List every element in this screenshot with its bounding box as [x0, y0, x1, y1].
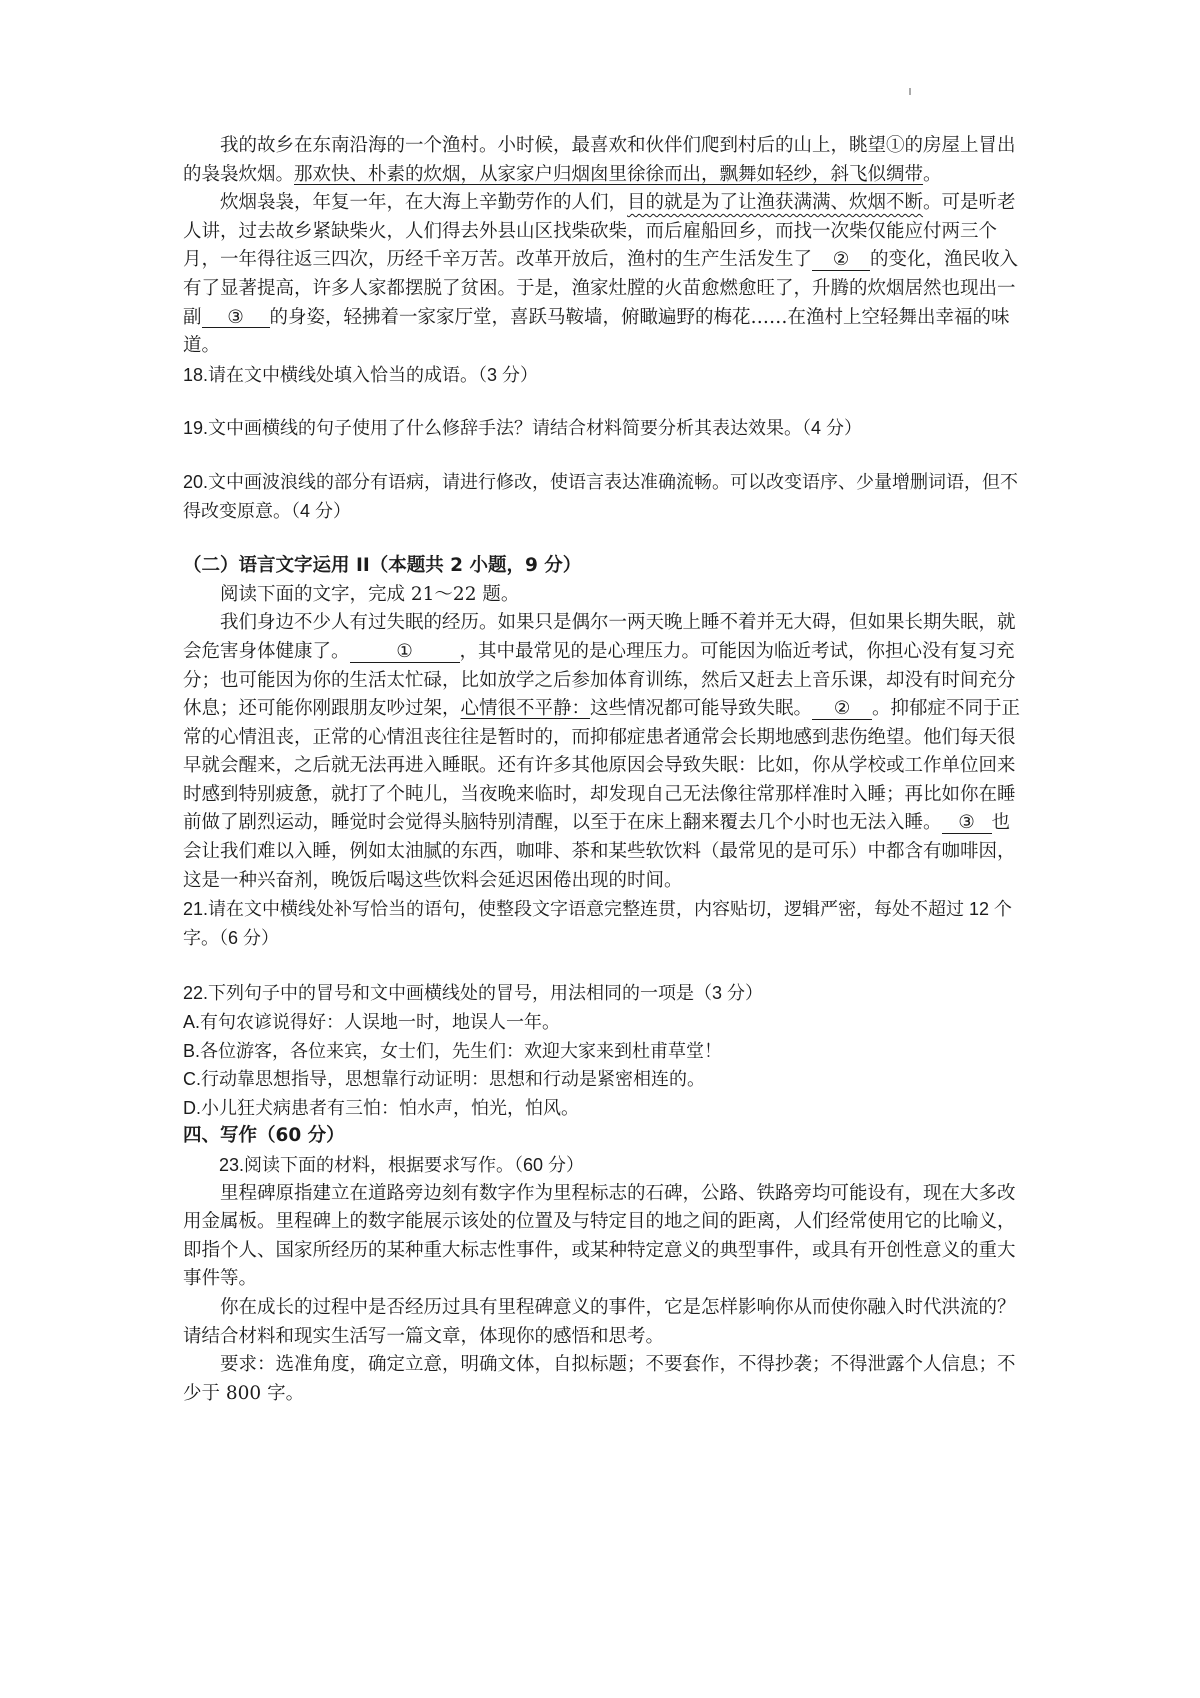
writing-material: 里程碑原指建立在道路旁边刻有数字作为里程标志的石碑，公路、铁路旁均可能设有，现在大多改用金属板。里程碑上的数字能展示该处的位置及与特定目的地之间的距离，人们经常使用它的比喻义，即指个人、国家所经历的某种重大标志性事件，或某种特定意义的典型事件，或具有开创性意义的重大事件等。 — [183, 1182, 1016, 1290]
blank-3: ③ — [202, 304, 270, 333]
option-a: A.有句农谚说得好：人误地一时，地误人一年。 — [183, 1012, 561, 1033]
question-21: 21.请在文中横线处补写恰当的语句，使整段文字语意完整连贯，内容贴切，逻辑严密，每处不超过 12 个字。（6 分） — [183, 899, 1013, 948]
underlined-sentence: 那欢快、朴素的炊烟，从家家户归烟囱里徐徐而出，飘舞如轻纱，斜飞似绸带 — [294, 163, 924, 185]
section4-heading: 四、写作（60 分） — [183, 1125, 345, 1147]
question-22: 22.下列句子中的冒号和文中画横线处的冒号，用法相同的一项是（3 分） — [183, 983, 764, 1004]
question-18: 18.请在文中横线处填入恰当的成语。（3 分） — [183, 364, 539, 385]
writing-requirements: 要求：选准角度，确定立意，明确文体，自拟标题；不要套作，不得抄袭；不得泄露个人信息；不少于 800 字。 — [183, 1354, 1016, 1404]
option-c: C.行动靠思想指导，思想靠行动证明：思想和行动是紧密相连的。 — [183, 1069, 705, 1090]
section2-passage: 我们身边不少人有过失眠的经历。如果只是偶尔一两天晚上睡不着并无大碍，但如果长期失眠，就会危害身体健康了。 ① ，其中最常见的是心理压力。可能因为临近考试，你担心没有复习充分；也可能因为你的生活太忙碌，比如放学之后参加体育训练，然后又赶去上音乐课，却没有时间充分休息；还可能你刚跟朋友吵过架，心情很不平静：这些情况都可能导致失眠。 ② 。抑郁症不同于正常的心情沮丧，正常的心情沮丧往往是暂时的，而抑郁症患者通常会长期地感到悲伤绝望。他们每天很早就会醒来，之后就无法再进入睡眠。还有许多其他原因会导致失眠：比如，你从学校或工作单位回来时感到特别疲惫，就打了个盹儿，当夜晚来临时，却发现自己无法像往常那样准时入睡；再比如你在睡前做了剧烈运动，睡觉时会觉得头脑特别清醒，以至于在床上翻来覆去几个小时也无法入睡。 ③ 也会让我们难以入睡，例如太油腻的东西，咖啡、茶和某些软饮料（最常见的是可乐）中都含有咖啡因，这是一种兴奋剂，晚饭后喝这些饮料会延迟困倦出现的时间。 — [183, 612, 1021, 891]
question-19: 19.文中画横线的句子使用了什么修辞手法？请结合材料简要分析其表达效果。（4 分） — [183, 418, 863, 439]
scan-mark — [909, 88, 911, 95]
writing-prompt: 你在成长的过程中是否经历过具有里程碑意义的事件，它是怎样影响你从而使你融入时代洪流的？请结合材料和现实生活写一篇文章，体现你的感悟和思考。 — [183, 1296, 1016, 1347]
section2-heading: （二）语言文字运用 II（本题共 2 小题，9 分） — [183, 555, 582, 577]
section2-intro: 阅读下面的文字，完成 21～22 题。 — [220, 583, 520, 605]
question-23: 23.阅读下面的材料，根据要求写作。（60 分） — [219, 1155, 585, 1175]
question-20: 20.文中画波浪线的部分有语病，请进行修改，使语言表达准确流畅。可以改变语序、少量增删词语，但不得改变原意。（4 分） — [183, 471, 1019, 521]
passage1-paragraph1: 我的故乡在东南沿海的一个渔村。小时候，最喜欢和伙伴们爬到村后的山上，眺望①的房屋上冒出的袅袅炊烟。那欢快、朴素的炊烟，从家家户归烟囱里徐徐而出，飘舞如轻纱，斜飞似绸带。 — [183, 135, 1016, 185]
blank-s2-3: ③ — [942, 809, 992, 838]
blank-s2-2: ② — [812, 695, 872, 724]
underlined-colon-phrase: 心情很不平静： — [460, 698, 591, 720]
blank-1: ① — [886, 135, 905, 156]
option-d: D.小儿狂犬病患者有三怕：怕水声，怕光，怕风。 — [183, 1097, 579, 1118]
option-b: B.各位游客，各位来宾，女士们，先生们：欢迎大家来到杜甫草堂！ — [183, 1040, 723, 1061]
wavy-underlined-phrase: 目的就是为了让渔获满满、炊烟不断 — [627, 192, 924, 214]
blank-2: ② — [812, 246, 870, 275]
blank-s2-1: ① — [350, 638, 460, 667]
passage1-paragraph2: 炊烟袅袅，年复一年，在大海上辛勤劳作的人们，目的就是为了让渔获满满、炊烟不断。可是听老人讲，过去故乡紧缺柴火，人们得去外县山区找柴砍柴，而后雇船回乡，而找一次柴仅能应付两三个月，一年得往返三四次，历经千辛万苦。改革开放后，渔村的生产生活发生了 ② 的变化，渔民收入有了显著提高，许多人家都摆脱了贫困。于是，渔家灶膛的火苗愈燃愈旺了，升腾的炊烟居然也现出一副 ③ 的身姿，轻拂着一家家厅堂，喜跃马鞍墙，俯瞰遍野的梅花……在渔村上空轻舞出幸福的味道。 — [183, 192, 1019, 357]
exam-page — [183, 132, 1028, 1408]
